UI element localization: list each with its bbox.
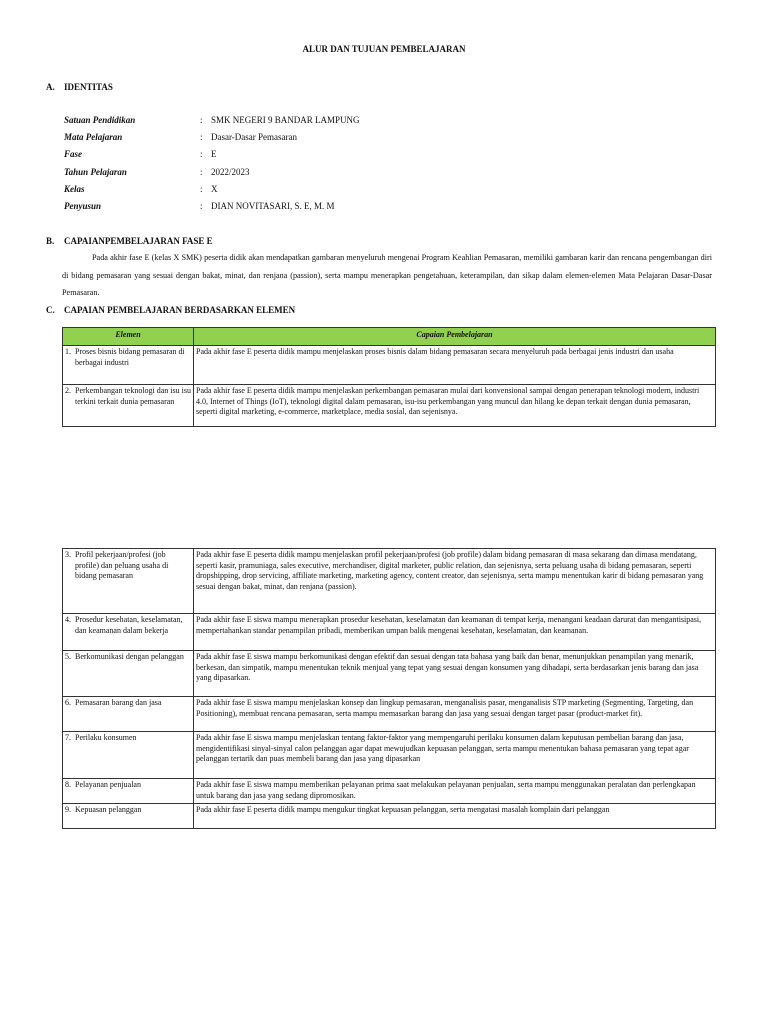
identity-label: Penyusun	[64, 201, 102, 211]
elemen-text: Berkomunikasi dengan pelanggan	[75, 652, 184, 661]
elemen-text: Profil pekerjaan/profesi (job profile) dan peluang usaha di bidang pemasaran	[75, 550, 169, 580]
identity-value: SMK NEGERI 9 BANDAR LAMPUNG	[211, 115, 360, 125]
elemen-number: 1.	[65, 347, 71, 356]
identity-label: Fase	[64, 149, 82, 159]
identity-value: 2022/2023	[211, 167, 250, 177]
elemen-number: 9.	[65, 805, 71, 814]
identity-label: Kelas	[64, 184, 85, 194]
elemen-text: Perkembangan teknologi dan isu isu terkini terkait dunia pemasaran	[75, 386, 191, 406]
elemen-number: 6.	[65, 698, 71, 707]
section-c-title: CAPAIAN PEMBELAJARAN BERDASARKAN ELEMEN	[64, 305, 296, 315]
identity-colon: :	[200, 132, 203, 142]
identity-label: Tahun Pelajaran	[64, 167, 127, 177]
identity-row-subject	[64, 132, 297, 145]
capaian-text: Pada akhir fase E peserta didik mampu menjelaskan perkembangan pemasaran mulai dari konvensional sampai dengan penerapan teknologi modern, industri 4.0, Internet of Things (IoT), teknologi digital dalam pemasaran, isu-isu perkembangan yang muncul dan hilang ke depan terkait dengan dunia pemasaran, seperti digital marketing, e-commerce, marketplace, media sosial, dan sejenisnya.	[196, 386, 700, 416]
table-row	[63, 385, 716, 427]
identity-colon: :	[200, 149, 203, 159]
capaian-cell: Pada akhir fase E peserta didik mampu menjelaskan profil pekerjaan/profesi (job profile) dalam bidang pemasaran di masa sekarang dan dimasa mendatang, seperti kasir, pramuniaga, sales executive, merchandiser, digital marketer, public relation, dan sejenisnya, serta peluang usaha di bidang pemasaran, seperti dropshipping, drop servicing, affiliate marketing, marketing agency, content creator, dan sejenisnya, serta mampu menentukan karir di bidang pemasaran yang sesuai dengan bakat, minat, dan renjana (passion).	[194, 549, 716, 614]
section-a-title: IDENTITAS	[64, 82, 113, 92]
section-c-heading	[46, 305, 295, 315]
identity-colon: :	[200, 201, 203, 211]
table-row	[63, 651, 716, 697]
elemen-cell	[63, 804, 194, 829]
capaian-cell: Pada akhir fase E siswa mampu memberikan pelayanan prima saat melakukan pelayanan penjualan, serta mampu menggunakan peralatan dan perlengkapan untuk barang dan jasa yang sedang dipromosikan.	[194, 779, 716, 804]
identity-row-class	[64, 184, 218, 197]
elemen-cell	[63, 651, 194, 697]
elemen-text: Pelayanan penjualan	[75, 780, 141, 789]
identity-value: DIAN NOVITASARI, S. E, M. M	[211, 201, 335, 211]
table-row	[63, 697, 716, 732]
table-row	[63, 614, 716, 651]
elemen-cell	[63, 779, 194, 804]
elemen-number: 2.	[65, 386, 71, 395]
identity-row-phase	[64, 149, 217, 162]
section-b-title: CAPAIANPEMBELAJARAN FASE E	[64, 236, 213, 246]
elements-table-2	[62, 548, 716, 829]
elemen-cell	[63, 614, 194, 651]
section-c-number: C.	[46, 305, 55, 315]
elemen-cell	[63, 732, 194, 779]
section-a-number: A.	[46, 82, 55, 92]
elemen-number: 7.	[65, 733, 71, 742]
identity-value: X	[211, 184, 218, 194]
table-row	[63, 549, 716, 614]
table-row	[63, 779, 716, 804]
identity-row-school	[64, 115, 360, 128]
section-b-paragraph: Pada akhir fase E (kelas X SMK) peserta didik akan mendapatkan gambaran menyeluruh mengenai Program Keahlian Pemasaran, memiliki gambaran karir dan rencana pengembangan diri di bidang pemasaran yang sesuai dengan bakat, minat, dan renjana (passion), serta mampu menerapkan pengetahuan, keterampilan, dan sikap dalam elemen-elemen Mata Pelajaran Dasar-Dasar Pemasaran.	[62, 253, 712, 297]
elemen-cell	[63, 385, 194, 427]
table-row	[63, 804, 716, 829]
section-b-heading	[46, 236, 213, 246]
capaian-cell: Pada akhir fase E siswa mampu berkomunikasi dengan efektif dan sesuai dengan tata bahasa yang baik dan benar, menunjukkan penampilan yang menarik, berkesan, dan simpatik, mampu menentukan teknik menjual yang tepat yang sesuai dengan konsumen yang dihadapi, serta berdasarkan jenis barang dan jasa yang dipasarkan.	[194, 651, 716, 697]
table-header-row	[63, 328, 716, 346]
identity-colon: :	[200, 184, 203, 194]
section-b-number: B.	[46, 236, 55, 246]
header-capaian: Capaian Pembelajaran	[194, 328, 716, 346]
capaian-cell: Pada akhir fase E peserta didik mampu mengukur tingkat kepuasan pelanggan, serta mengatasi masalah komplain dari pelanggan	[194, 804, 716, 829]
identity-colon: :	[200, 167, 203, 177]
elemen-number: 5.	[65, 652, 71, 661]
elemen-text: Proses bisnis bidang pemasaran di berbagai industri	[75, 347, 185, 367]
identity-value: E	[211, 149, 217, 159]
elemen-text: Prosedur kesehatan, keselamatan, dan keamanan dalam bekerja	[75, 615, 183, 635]
capaian-cell: Pada akhir fase E siswa mampu menerapkan prosedur kesehatan, keselamatan dan keamanan di tempat kerja, menangani keadaan darurat dan mengantisipasi, mempertahankan standar penampilan pribadi, memberikan umpan balik mengenai kesehatan, keselamatan, dan keamanan.	[194, 614, 716, 651]
elements-table-1	[62, 327, 716, 427]
identity-value: Dasar-Dasar Pemasaran	[211, 132, 298, 142]
capaian-cell: Pada akhir fase E siswa mampu menjelaskan tentang faktor-faktor yang mempengaruhi perilaku konsumen dalam keputusan pembelian barang dan jasa, mengidentifikasi sinyal-sinyal calon pelanggan agar dapat mewujudkan kepuasan pelanggan, serta mampu menentukan bahasa pemasaran yang tepat agar pelanggan tertarik dan puas membeli barang dan jasa yang dipasarkan	[194, 732, 716, 779]
elemen-text: Perilaku konsumen	[75, 733, 137, 742]
elemen-text: Kepuasan pelanggan	[75, 805, 142, 814]
capaian-cell: Pada akhir fase E siswa mampu menjelaskan konsep dan lingkup pemasaran, menganalisis pasar, menganalisis STP marketing (Segmenting, Targeting, dan Positioning), membuat rencana pemasaran, serta mampu memasarkan barang dan jasa yang sesuai dengan target pasar (product-market fit).	[194, 697, 716, 732]
elemen-number: 4.	[65, 615, 71, 624]
identity-label: Mata Pelajaran	[64, 132, 123, 142]
page-title: ALUR DAN TUJUAN PEMBELAJARAN	[302, 44, 466, 54]
capaian-cell	[194, 385, 716, 427]
table-row	[63, 346, 716, 385]
elemen-number: 8.	[65, 780, 71, 789]
identity-row-year	[64, 167, 250, 180]
elemen-number: 3.	[65, 550, 71, 559]
identity-label: Satuan Pendidikan	[64, 115, 136, 125]
header-elemen: Elemen	[63, 328, 194, 346]
elemen-cell	[63, 697, 194, 732]
section-a-heading	[46, 82, 113, 92]
elemen-cell	[63, 549, 194, 614]
elemen-text: Pemasaran barang dan jasa	[75, 698, 162, 707]
table-row	[63, 732, 716, 779]
elemen-cell	[63, 346, 194, 385]
capaian-cell: Pada akhir fase E peserta didik mampu menjelaskan proses bisnis dalam bidang pemasaran secara menyeluruh pada berbagai jenis industri dan usaha	[194, 346, 716, 385]
identity-row-author	[64, 201, 335, 214]
identity-colon: :	[200, 115, 203, 125]
